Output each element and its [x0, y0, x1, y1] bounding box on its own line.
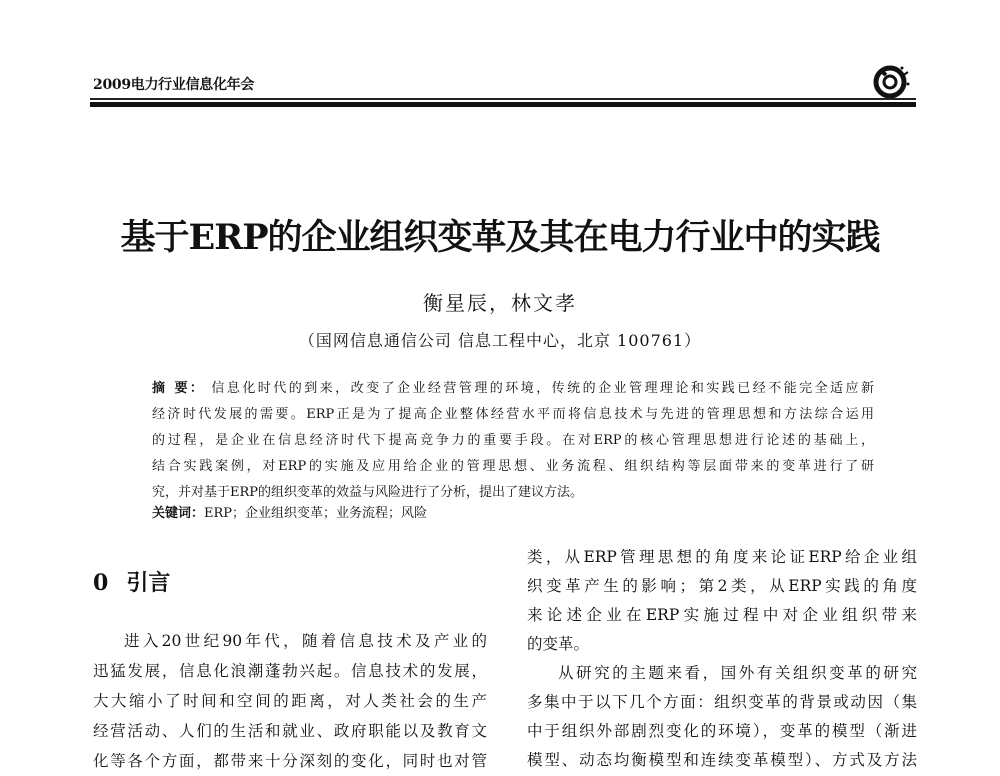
body-right-column: [527, 543, 917, 775]
abstract-line: 究，并对基于ERP的组织变革的效益与风险进行了分析，提出了建议方法。: [152, 485, 584, 500]
keywords: [152, 502, 427, 521]
conference-title: 2009电力行业信息化年会: [93, 77, 255, 93]
body-left-column: [93, 626, 487, 776]
header-rule-thin: [90, 98, 916, 100]
paper-title: 基于ERP的企业组织变革及其在电力行业中的实践: [120, 217, 880, 258]
body-line: 从研究的主题来看，国外有关组织变革的研究: [558, 664, 917, 682]
body-line: 经营活动、人们的生活和就业、政府职能以及教育文: [93, 722, 487, 740]
abstract-line: 的过程，是企业在信息经济时代下提高竞争力的重要手段。在对ERP的核心管理思想进行论述的基础上，: [152, 433, 874, 448]
abstract-line: 结合实践案例，对ERP的实施及应用给企业的管理思想、业务流程、组织结构等层面带来的变革进行了研: [152, 459, 874, 474]
keywords-text: ERP；企业组织变革；业务流程；风险: [204, 506, 428, 521]
body-line: 来论述企业在ERP实施过程中对企业组织带来: [527, 606, 917, 624]
conference-logo-icon: [868, 58, 912, 102]
body-line: 模型、动态均衡模型和连续变革模型）、方式及方法: [527, 751, 917, 769]
body-line: 中于组织外部剧烈变化的环境），变革的模型（渐进: [527, 722, 917, 740]
body-line: 迅猛发展，信息化浪潮蓬勃兴起。信息技术的发展，: [93, 662, 487, 680]
body-line: 的变革。: [527, 635, 590, 653]
body-line: 织变革产生的影响；第2类，从ERP实践的角度: [527, 577, 917, 595]
keywords-label: 关键词：: [152, 506, 205, 521]
abstract-label: 摘 要：: [152, 381, 206, 396]
section-number: 0: [93, 570, 109, 596]
abstract-line: 摘 要： 信息化时代的到来，改变了企业经营管理的环境，传统的企业管理理论和实践已经不能完全适应新: [152, 381, 874, 396]
section-title: 引言: [126, 570, 171, 596]
paper-affiliation: （国网信息通信公司 信息工程中心，北京 100761）: [298, 331, 702, 350]
paper-authors: 衡星辰，林文孝: [423, 291, 577, 315]
section-heading: [93, 566, 170, 597]
abstract-line: 经济时代发展的需要。ERP正是为了提高企业整体经营水平而将信息技术与先进的管理思想和方法综合运用: [152, 407, 874, 422]
body-line: 多集中于以下几个方面：组织变革的背景或动因（集: [527, 693, 917, 711]
body-line: 进入20世纪90年代，随着信息技术及产业的: [124, 632, 487, 650]
body-line: 类，从ERP管理思想的角度来论证ERP给企业组: [527, 548, 917, 566]
abstract: [152, 376, 874, 506]
header-rule-thick: [90, 102, 916, 107]
body-line: 化等各个方面，都带来十分深刻的变化，同时也对管: [93, 752, 487, 770]
body-line: 大大缩小了时间和空间的距离，对人类社会的生产: [93, 692, 487, 710]
